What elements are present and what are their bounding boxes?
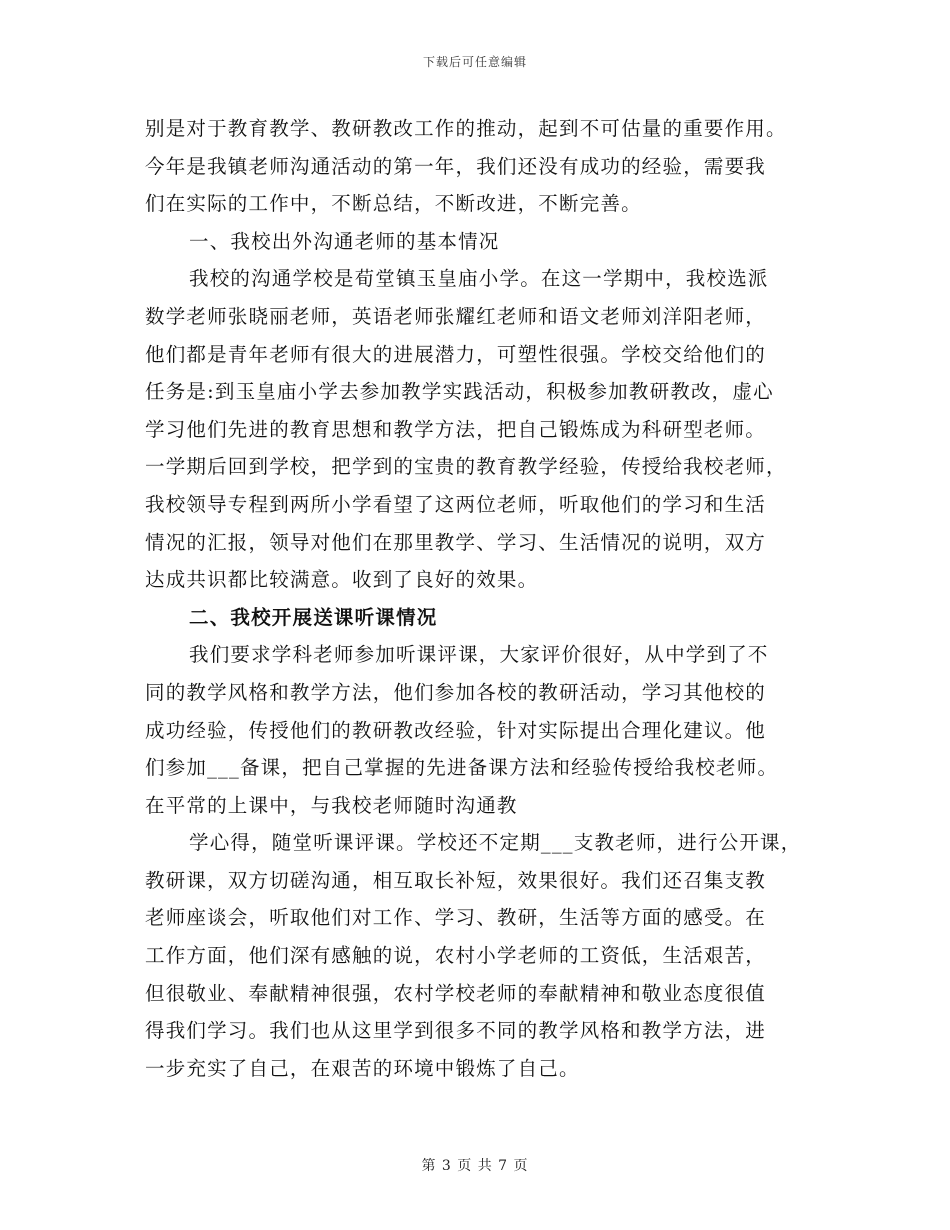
page-header-note: 下载后可任意编辑 <box>422 55 527 69</box>
text-line: 得我们学习。我们也从这里学到很多不同的教学风格和教学方法，进 <box>145 1019 767 1043</box>
text-line: 但很敬业、奉献精神很强，农村学校老师的奉献精神和敬业态度很值 <box>145 981 767 1005</box>
text-line: 他们都是青年老师有很大的进展潜力，可塑性很强。学校交给他们的 <box>145 342 767 366</box>
document-body <box>145 110 810 1087</box>
text-line: 任务是:到玉皇庙小学去参加教学实践活动，积极参加教研教改，虚心 <box>145 380 774 404</box>
section-heading: 二、我校开展送课听课情况 <box>189 605 438 629</box>
text-line: 成功经验，传授他们的教研教改经验，针对实际提出合理化建议。他 <box>145 718 767 742</box>
text-line: 一、我校出外沟通老师的基本情况 <box>189 229 500 253</box>
page-number: 第 3 页 共 7 页 <box>421 1158 529 1174</box>
text-line: 同的教学风格和教学方法，他们参加各校的教研活动，学习其他校的 <box>145 680 767 704</box>
text-line: 我校的沟通学校是荀堂镇玉皇庙小学。在这一学期中，我校选派 <box>189 267 769 291</box>
text-line: 今年是我镇老师沟通活动的第一年，我们还没有成功的经验，需要我 <box>145 154 767 178</box>
text-line: 一步充实了自己，在艰苦的环境中锻炼了自己。 <box>145 1056 580 1080</box>
text-line: 们在实际的工作中，不断总结，不断改进，不断完善。 <box>145 192 642 216</box>
text-line: 学心得，随堂听课评课。学校还不定期___支教老师，进行公开课， <box>189 831 802 855</box>
text-line: 数学老师张晓丽老师，英语老师张耀红老师和语文老师刘洋阳老师， <box>145 304 767 328</box>
text-line: 情况的汇报，领导对他们在那里教学、学习、生活情况的说明，双方 <box>145 530 767 554</box>
text-line: 学习他们先进的教育思想和教学方法，把自己锻炼成为科研型老师。 <box>145 417 767 441</box>
text-line: 别是对于教育教学、教研教改工作的推动，起到不可估量的重要作用。 <box>145 117 787 140</box>
text-line: 们参加___备课，把自己掌握的先进备课方法和经验传授给我校老师。 <box>145 756 779 780</box>
text-line: 一学期后回到学校，把学到的宝贵的教育教学经验，传授给我校老师， <box>145 455 787 479</box>
text-line: 我校领导专程到两所小学看望了这两位老师，听取他们的学习和生活 <box>145 492 767 516</box>
text-line: 工作方面，他们深有感触的说，农村小学老师的工资低，生活艰苦， <box>145 944 767 968</box>
text-line: 在平常的上课中，与我校老师随时沟通教 <box>145 793 518 817</box>
text-line: 老师座谈会，听取他们对工作、学习、教研，生活等方面的感受。在 <box>145 906 767 930</box>
text-line: 达成共识都比较满意。收到了良好的效果。 <box>145 568 539 592</box>
text-line: 教研课，双方切磋沟通，相互取长补短，效果很好。我们还召集支教 <box>145 868 767 892</box>
text-line: 我们要求学科老师参加听课评课，大家评价很好，从中学到了不 <box>189 643 769 667</box>
